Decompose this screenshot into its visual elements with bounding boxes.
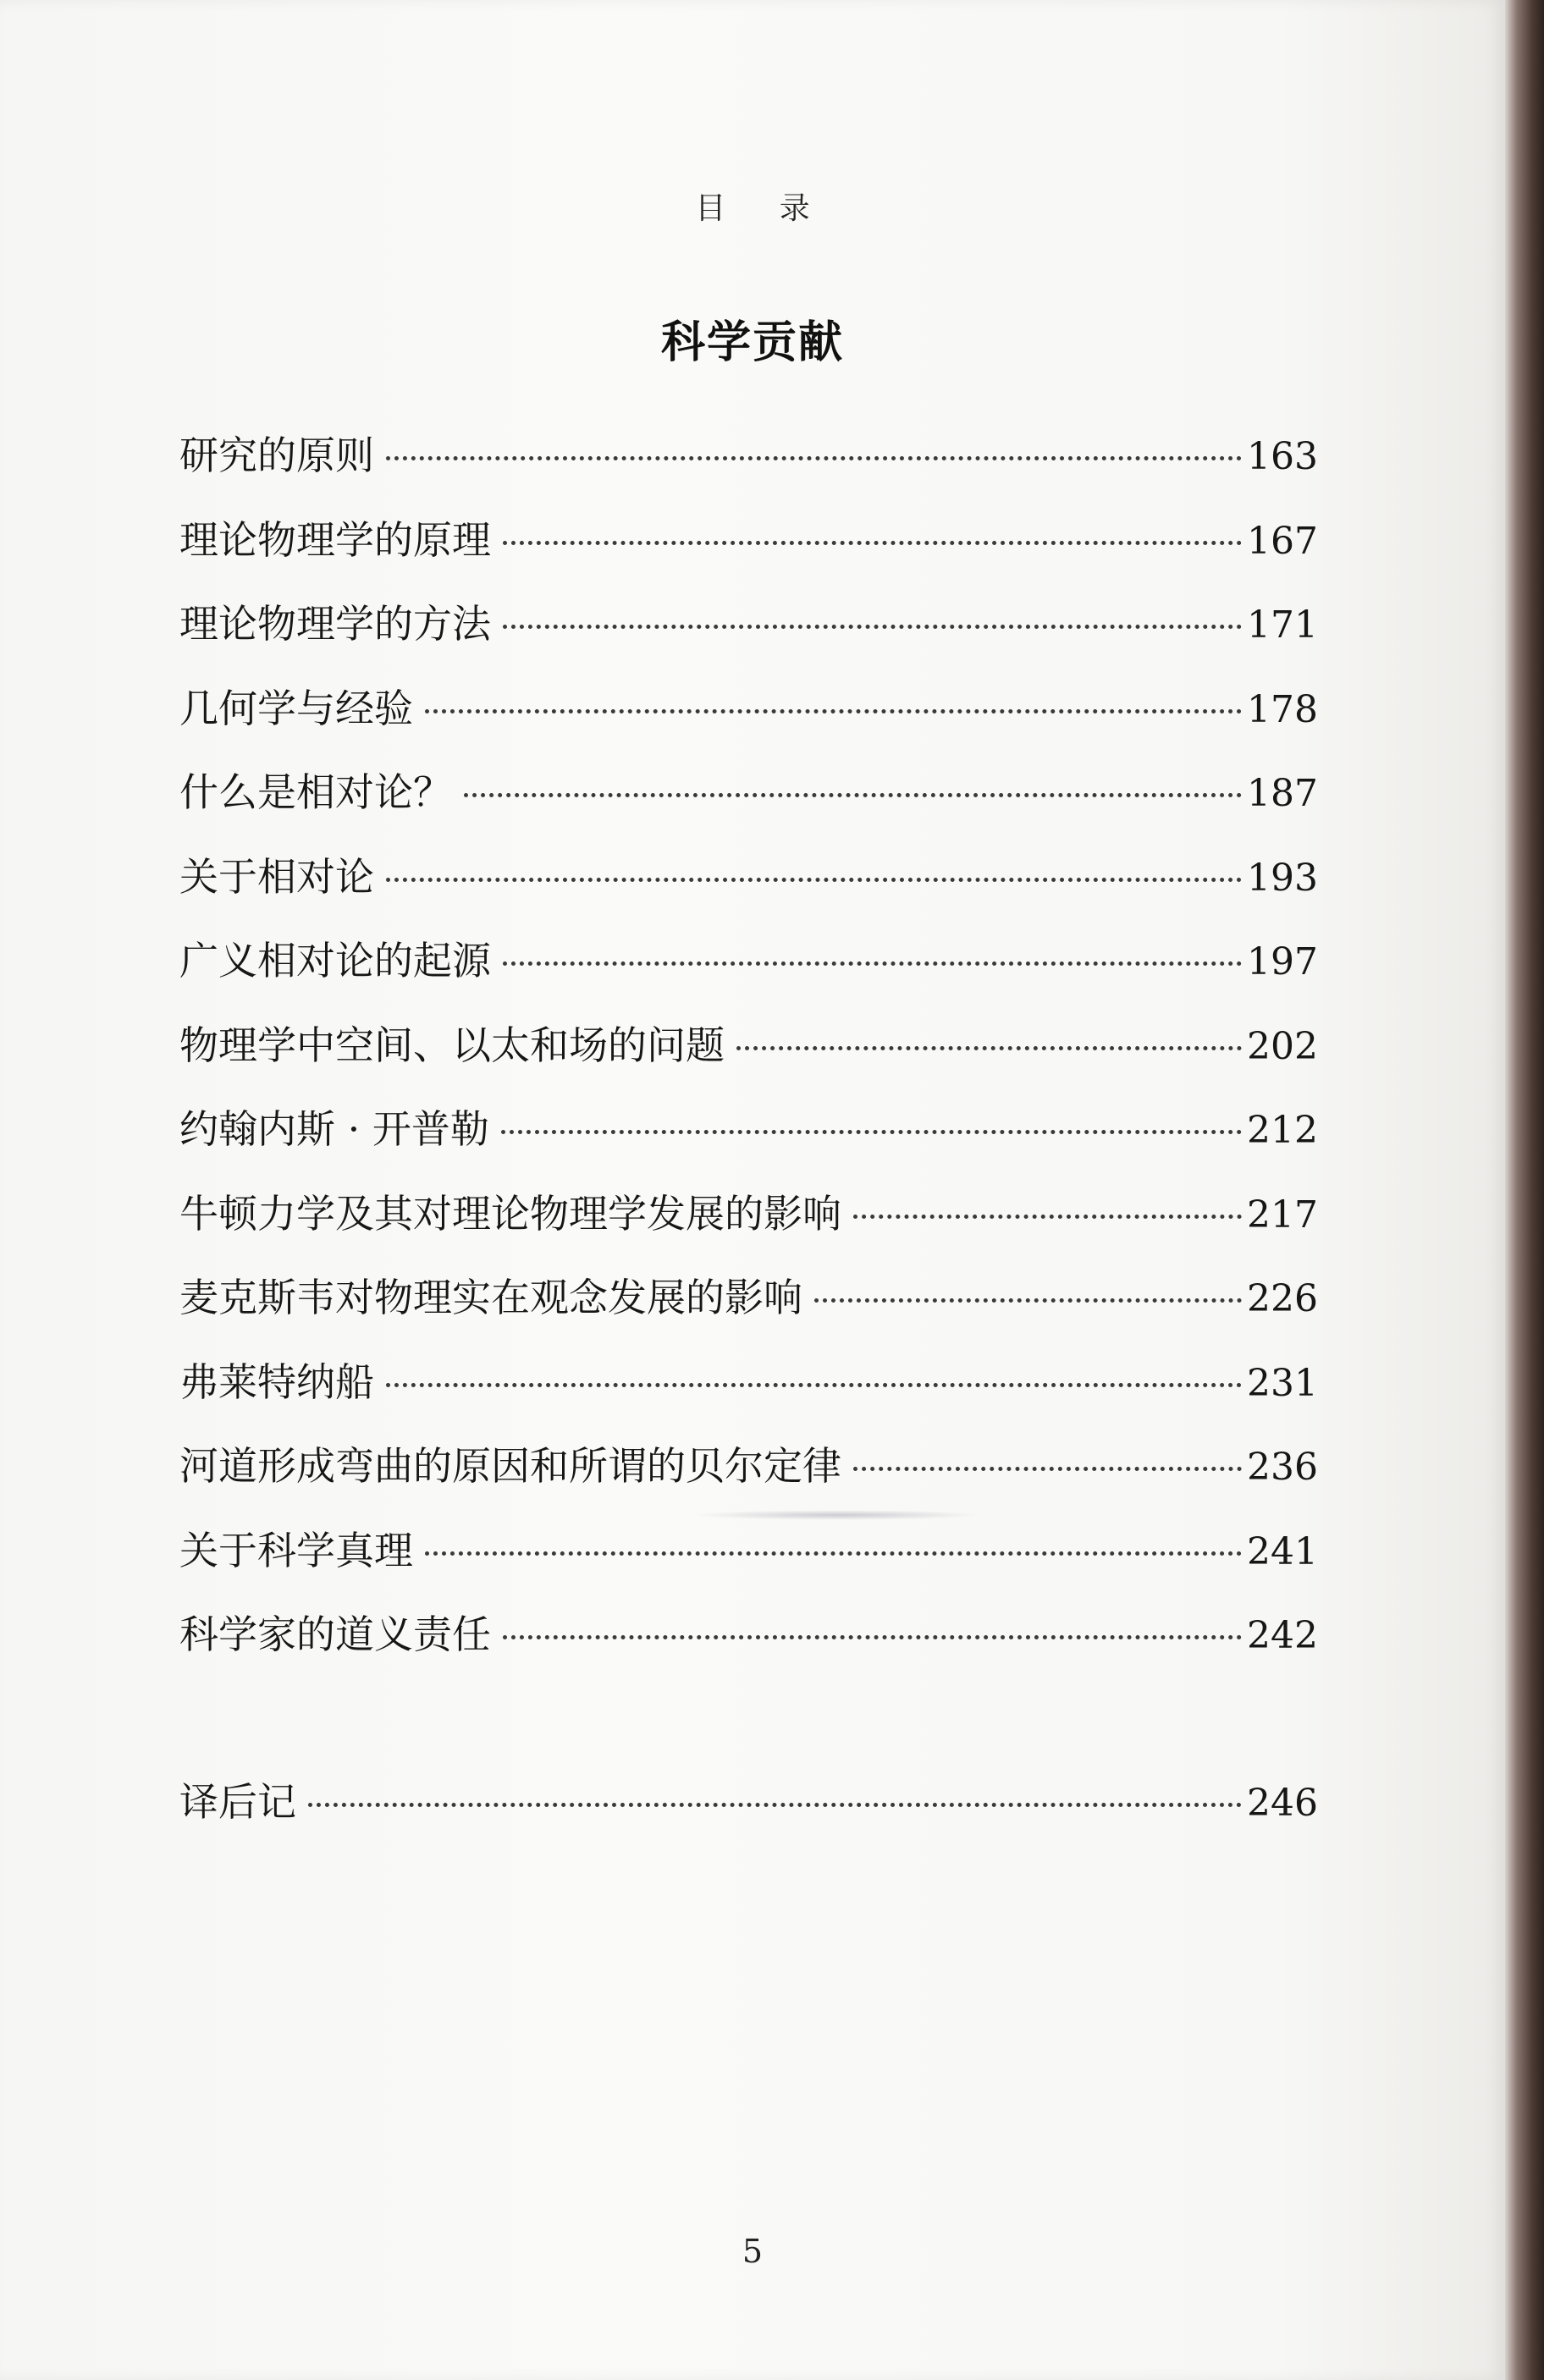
toc-entry-title: 什么是相对论？: [179, 769, 452, 815]
toc-leader-dots: [386, 1383, 1242, 1387]
toc-leader-dots: [425, 709, 1242, 713]
toc-entry: [179, 762, 1318, 846]
toc-entry: [179, 1183, 1318, 1268]
toc-leader-dots: [853, 1215, 1242, 1219]
toc-entry-page: 163: [1247, 435, 1318, 478]
toc-entry-page: 231: [1247, 1361, 1318, 1405]
toc-leader-dots: [308, 1803, 1242, 1807]
toc-entry-afterword: [179, 1771, 1318, 1856]
toc-spacer: [179, 1689, 1318, 1771]
book-spine-edge: [1505, 0, 1544, 2380]
toc-entry: [179, 1435, 1318, 1520]
toc-leader-dots: [503, 541, 1242, 545]
toc-entry-page: 187: [1247, 772, 1318, 815]
toc-entry-page: 202: [1247, 1024, 1318, 1068]
toc-entry: [179, 930, 1318, 1015]
toc-leader-dots: [736, 1046, 1242, 1050]
toc-entry-page: 226: [1247, 1277, 1318, 1320]
toc-entry-title: 理论物理学的原理: [179, 516, 491, 563]
toc-entry: [179, 1099, 1318, 1183]
toc-entry-page: 178: [1247, 687, 1318, 731]
toc-entry-title: 关于相对论: [179, 853, 374, 900]
toc-leader-dots: [501, 1130, 1242, 1134]
toc-entry-title: 物理学中空间、以太和场的问题: [179, 1022, 725, 1068]
toc-entry-page: 193: [1247, 856, 1318, 900]
toc-entry-page: 217: [1247, 1193, 1318, 1237]
toc-entry: [179, 678, 1318, 763]
print-smudge: [694, 1510, 982, 1520]
toc-entry-page: 212: [1247, 1109, 1318, 1152]
toc-entry-page: 236: [1247, 1446, 1318, 1489]
toc-leader-dots: [503, 625, 1242, 629]
toc-entry-title: 广义相对论的起源: [179, 938, 491, 983]
toc-entry-title: 约翰内斯 · 开普勒: [179, 1106, 489, 1152]
toc-leader-dots: [814, 1298, 1242, 1303]
toc-entry: [179, 1352, 1318, 1436]
toc-entry-title: 弗莱特纳船: [179, 1358, 374, 1405]
toc-entry-title: 科学家的道义责任: [179, 1611, 491, 1657]
toc-leader-dots: [464, 793, 1242, 797]
toc-entry-page: 242: [1247, 1614, 1318, 1657]
toc-leader-dots: [503, 1635, 1242, 1639]
toc-entry: [179, 1604, 1318, 1689]
toc-entry: [179, 425, 1318, 510]
toc-entry: [179, 1015, 1318, 1099]
toc-entry: [179, 510, 1318, 594]
toc-entry-title: 研究的原则: [179, 432, 374, 478]
toc-entry-page: 171: [1247, 603, 1318, 647]
toc-entry-page: 241: [1247, 1529, 1318, 1573]
toc-entry-page: 167: [1247, 519, 1318, 563]
running-head: 目 录: [695, 191, 832, 226]
toc-leader-dots: [386, 878, 1242, 882]
toc-entry-title: 几何学与经验: [179, 685, 413, 731]
section-title: 科学贡献: [660, 317, 844, 368]
toc-entry: [179, 1520, 1318, 1605]
toc-entry-title: 河道形成弯曲的原因和所谓的贝尔定律: [179, 1443, 841, 1489]
page-number: 5: [742, 2233, 764, 2270]
toc-leader-dots: [425, 1551, 1242, 1556]
toc-leader-dots: [386, 456, 1242, 460]
toc-entry-title: 理论物理学的方法: [179, 601, 491, 647]
toc-entry: [179, 593, 1318, 678]
toc-entry: [179, 1267, 1318, 1352]
toc-entry-title: 关于科学真理: [179, 1527, 413, 1573]
toc-entry-title: 麦克斯韦对物理实在观念发展的影响: [179, 1275, 802, 1320]
toc-entry-page: 197: [1247, 940, 1318, 983]
toc-leader-dots: [853, 1467, 1242, 1471]
toc-leader-dots: [503, 961, 1242, 966]
table-of-contents: [179, 425, 1318, 1855]
toc-entry: [179, 846, 1318, 931]
toc-entry-title: 译后记: [179, 1778, 296, 1825]
toc-entry-page: 246: [1247, 1781, 1318, 1825]
toc-entry-title: 牛顿力学及其对理论物理学发展的影响: [179, 1190, 841, 1237]
